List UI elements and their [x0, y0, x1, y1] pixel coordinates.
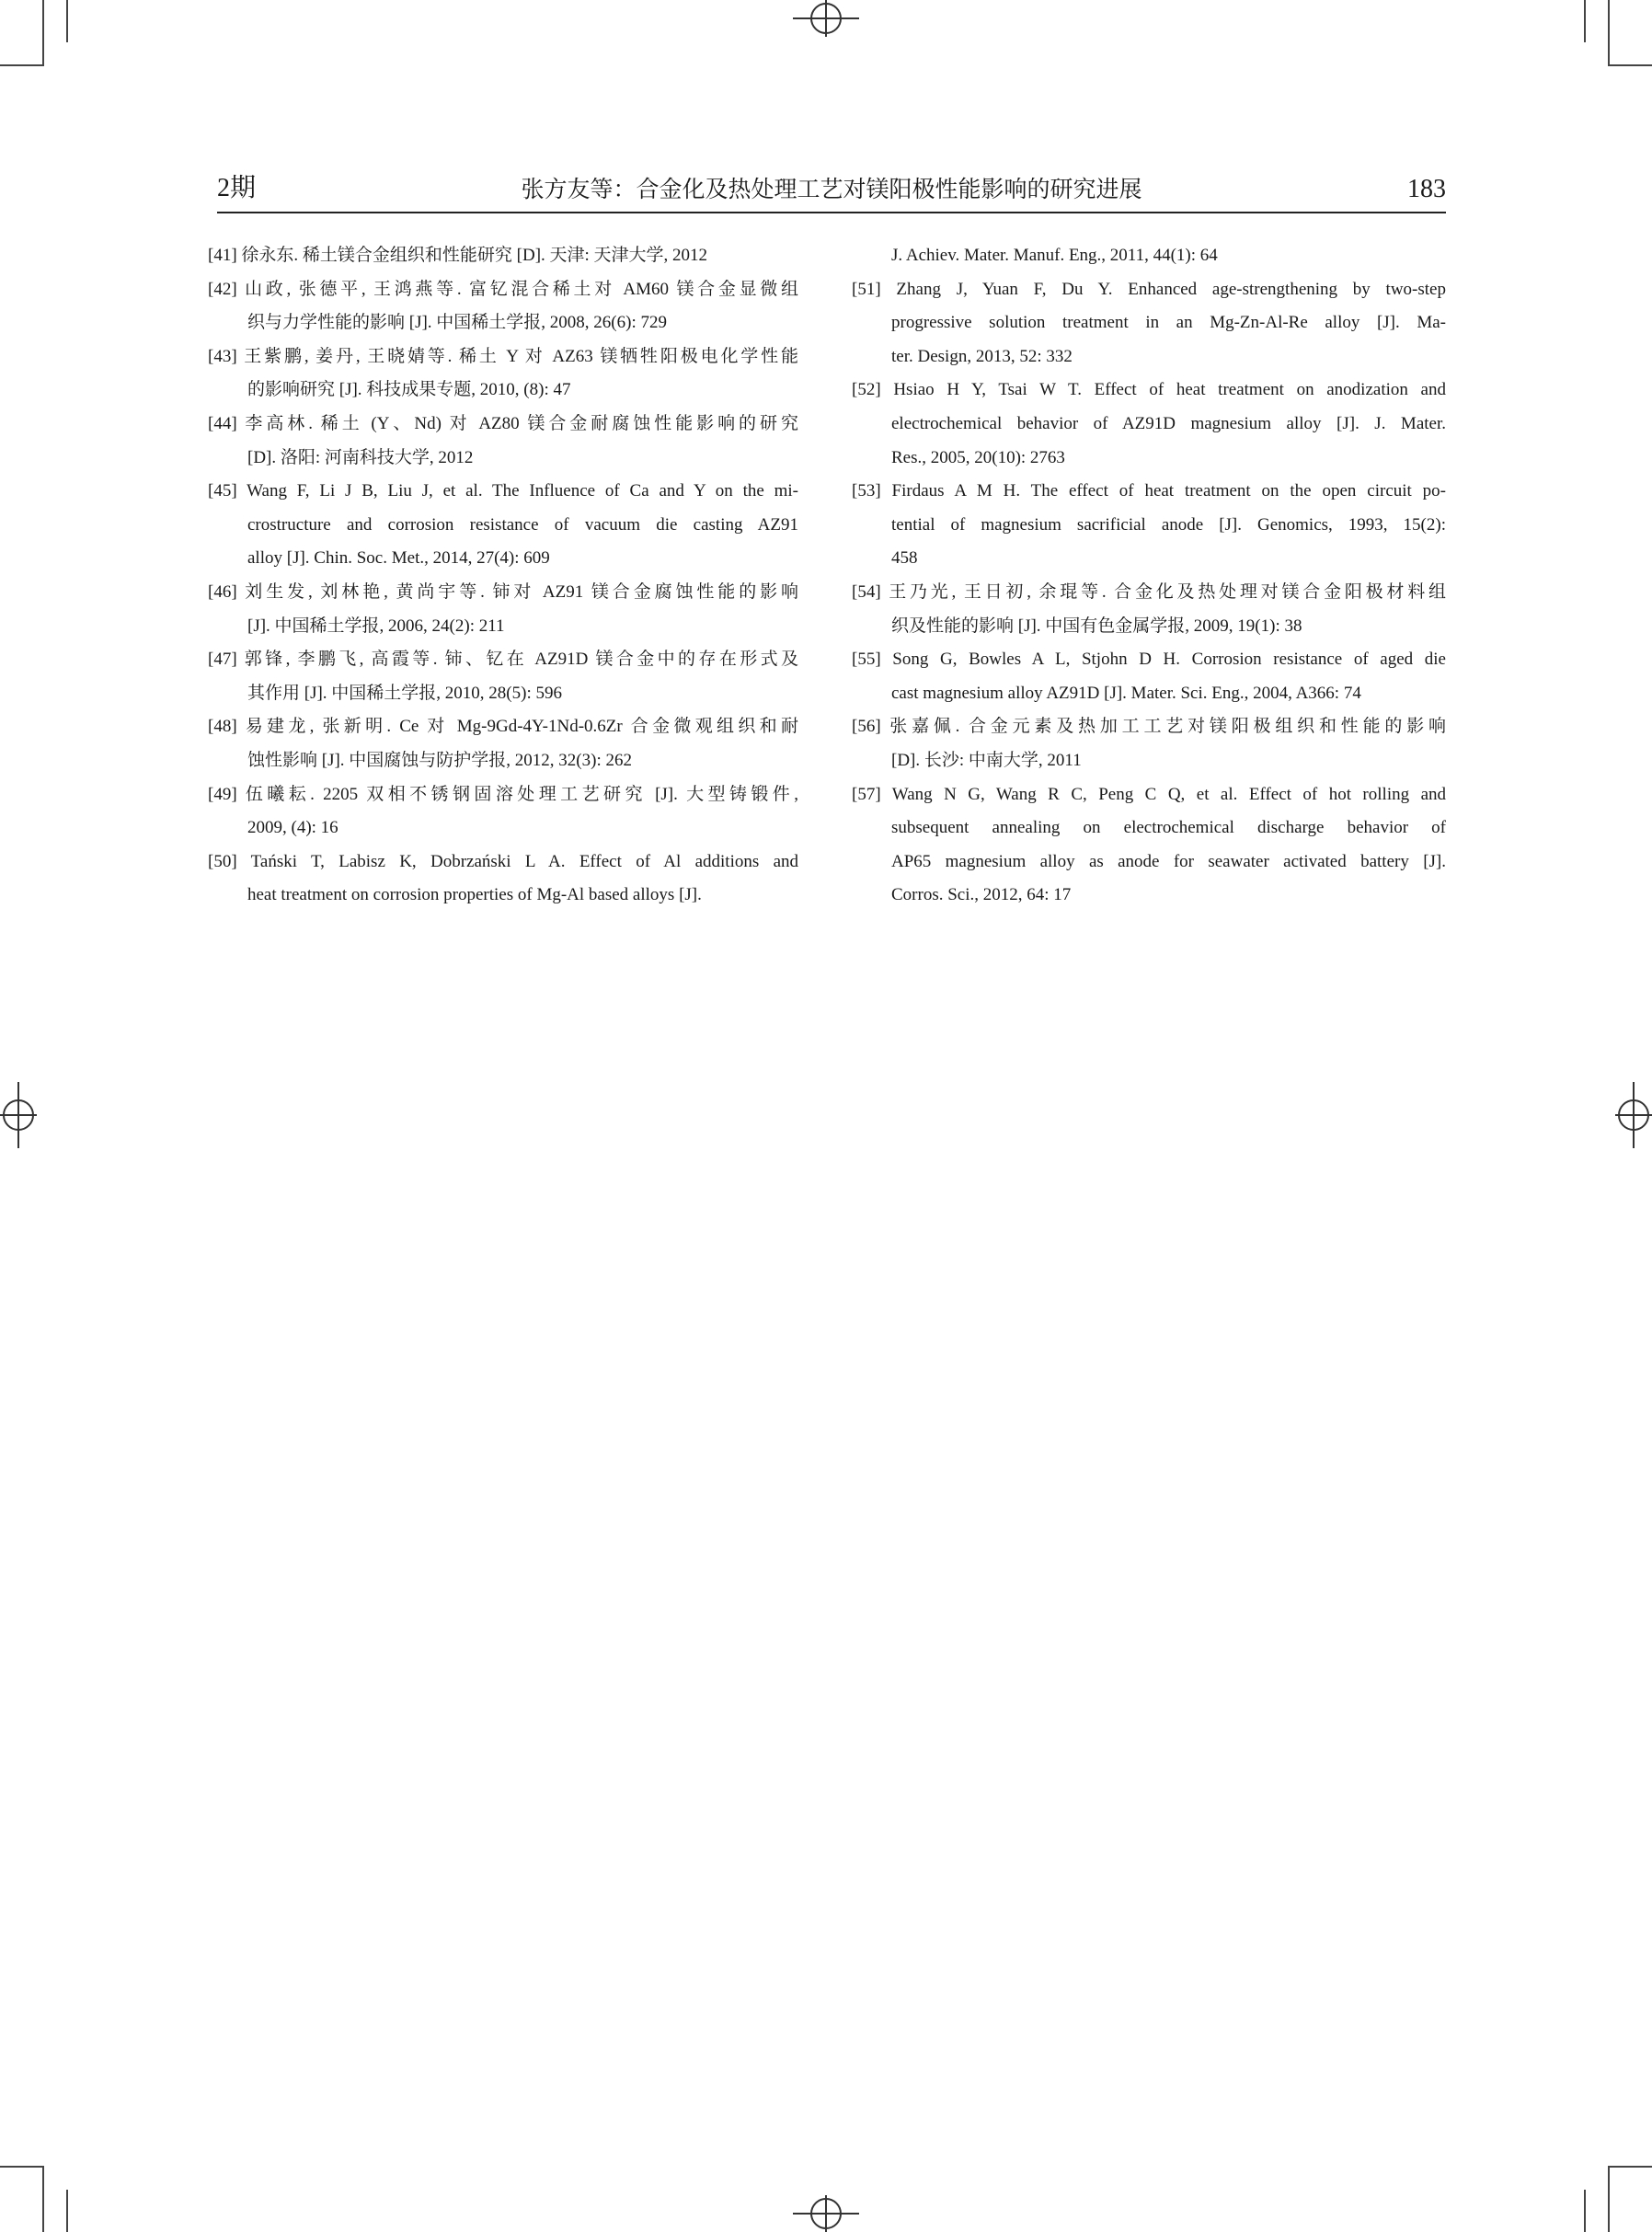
reference-line: ter. Design, 2013, 52: 332 [891, 346, 1073, 366]
reference-entry [852, 643, 1446, 710]
reference-line: [53] Firdaus A M H. The effect of heat treatment on the open circuit po- [852, 481, 1446, 501]
reference-line: [42] 山政, 张德平, 王鸿燕等. 富钇混合稀土对 AM60 镁合金显微组 [208, 279, 798, 299]
reference-entry [852, 273, 1446, 374]
reference-line: [47] 郭锋, 李鹏飞, 高霞等. 铈、钇在 AZ91D 镁合金中的存在形式及 [208, 650, 798, 670]
registration-mark-icon [0, 1082, 37, 1148]
crop-mark [66, 2190, 68, 2232]
page-number: 183 [1407, 175, 1446, 203]
crop-mark [1610, 2166, 1652, 2168]
reference-line: [J]. 中国稀土学报, 2006, 24(2): 211 [247, 616, 505, 636]
reference-entry [208, 239, 798, 273]
crop-mark [42, 2166, 44, 2232]
reference-line: progressive solution treatment in an Mg-Zn-Al-Re alloy [J]. Ma- [891, 313, 1446, 333]
reference-line: [55] Song G, Bowles A L, Stjohn D H. Corrosion resistance of aged die [852, 650, 1446, 670]
reference-entry [208, 340, 798, 408]
reference-line: [51] Zhang J, Yuan F, Du Y. Enhanced age-strengthening by two-step [852, 279, 1446, 299]
registration-mark-icon [793, 0, 859, 37]
crop-mark [1608, 2166, 1610, 2232]
reference-line: tential of magnesium sacrificial anode [J]. Genomics, 1993, 15(2): [891, 514, 1446, 535]
reference-entry [852, 374, 1446, 475]
reference-line: 蚀性影响 [J]. 中国腐蚀与防护学报, 2012, 32(3): 262 [247, 750, 632, 770]
reference-line: [49] 伍曦耘. 2205 双相不锈钢固溶处理工艺研究 [J]. 大型铸锻件, [208, 784, 798, 804]
reference-entry [852, 778, 1446, 913]
crop-mark [1610, 64, 1652, 66]
reference-line: cast magnesium alloy AZ91D [J]. Mater. Sci. Eng., 2004, A366: 74 [891, 683, 1361, 703]
reference-entry [208, 778, 798, 846]
registration-mark-icon [1615, 1082, 1652, 1148]
crop-mark [0, 64, 42, 66]
reference-line: [41] 徐永东. 稀土镁合金组织和性能研究 [D]. 天津: 天津大学, 2012 [208, 246, 708, 265]
reference-line: [46] 刘生发, 刘林艳, 黄尚宇等. 铈对 AZ91 镁合金腐蚀性能的影响 [208, 581, 798, 602]
reference-line: heat treatment on corrosion properties of Mg-Al based alloys [J]. [247, 885, 702, 905]
reference-line: electrochemical behavior of AZ91D magnesium alloy [J]. J. Mater. [891, 413, 1446, 433]
reference-line: crostructure and corrosion resistance of vacuum die casting AZ91 [247, 514, 798, 535]
reference-line: [54] 王乃光, 王日初, 余琨等. 合金化及热处理对镁合金阳极材料组 [852, 581, 1446, 602]
issue-label: 2期 [217, 174, 257, 202]
reference-entry [208, 475, 798, 576]
reference-line: [48] 易建龙, 张新明. Ce 对 Mg-9Gd-4Y-1Nd-0.6Zr 合金微观组织和耐 [208, 717, 798, 737]
reference-line: 织及性能的影响 [J]. 中国有色金属学报, 2009, 19(1): 38 [891, 616, 1302, 636]
reference-entry [852, 239, 1446, 273]
reference-entry [208, 273, 798, 340]
reference-entry [852, 710, 1446, 777]
running-title: 张方友等：合金化及热处理工艺对镁阳极性能影响的研究进展 [521, 178, 1142, 202]
reference-entry [208, 846, 798, 913]
reference-line: [44] 李高林. 稀土 (Y、Nd) 对 AZ80 镁合金耐腐蚀性能影响的研究 [208, 413, 798, 433]
reference-line: Res., 2005, 20(10): 2763 [891, 447, 1065, 467]
reference-entry [208, 643, 798, 710]
reference-line: [D]. 长沙: 中南大学, 2011 [891, 750, 1082, 770]
reference-line: [50] Tański T, Labisz K, Dobrzański L A. Effect of Al additions and [208, 851, 798, 871]
reference-line: [45] Wang F, Li J B, Liu J, et al. The Influence of Ca and Y on the mi- [208, 481, 798, 501]
registration-mark-icon [793, 2195, 859, 2232]
reference-line: 的影响研究 [J]. 科技成果专题, 2010, (8): 47 [247, 380, 571, 400]
reference-line: Corros. Sci., 2012, 64: 17 [891, 885, 1072, 905]
reference-line: subsequent annealing on electrochemical discharge behavior of [891, 818, 1446, 838]
reference-entry [852, 475, 1446, 576]
reference-entry [208, 576, 798, 643]
reference-entry [208, 710, 798, 777]
reference-line: [52] Hsiao H Y, Tsai W T. Effect of heat treatment on anodization and [852, 380, 1446, 400]
reference-line: J. Achiev. Mater. Manuf. Eng., 2011, 44(1): 64 [891, 246, 1218, 265]
reference-line: AP65 magnesium alloy as anode for seawater activated battery [J]. [891, 851, 1446, 871]
references-left-column [208, 239, 798, 913]
reference-line: 458 [891, 548, 918, 569]
reference-entry [208, 408, 798, 475]
reference-line: 2009, (4): 16 [247, 818, 338, 838]
crop-mark [66, 0, 68, 42]
running-header [217, 166, 1446, 213]
reference-line: [D]. 洛阳: 河南科技大学, 2012 [247, 447, 474, 467]
reference-line: [43] 王紫鹏, 姜丹, 王晓婧等. 稀土 Y 对 AZ63 镁牺牲阳极电化学性能 [208, 346, 798, 366]
crop-mark [42, 0, 44, 66]
reference-line: [56] 张嘉佩. 合金元素及热加工工艺对镁阳极组织和性能的影响 [852, 717, 1446, 737]
reference-line: alloy [J]. Chin. Soc. Met., 2014, 27(4): 609 [247, 548, 550, 569]
reference-line: 织与力学性能的影响 [J]. 中国稀土学报, 2008, 26(6): 729 [247, 313, 667, 333]
crop-mark [1584, 2190, 1586, 2232]
reference-entry [852, 576, 1446, 643]
crop-mark [0, 2166, 42, 2168]
references-right-column [852, 239, 1446, 913]
crop-mark [1584, 0, 1586, 42]
reference-line: [57] Wang N G, Wang R C, Peng C Q, et al. Effect of hot rolling and [852, 784, 1446, 804]
crop-mark [1608, 0, 1610, 66]
reference-line: 其作用 [J]. 中国稀土学报, 2010, 28(5): 596 [247, 683, 562, 703]
